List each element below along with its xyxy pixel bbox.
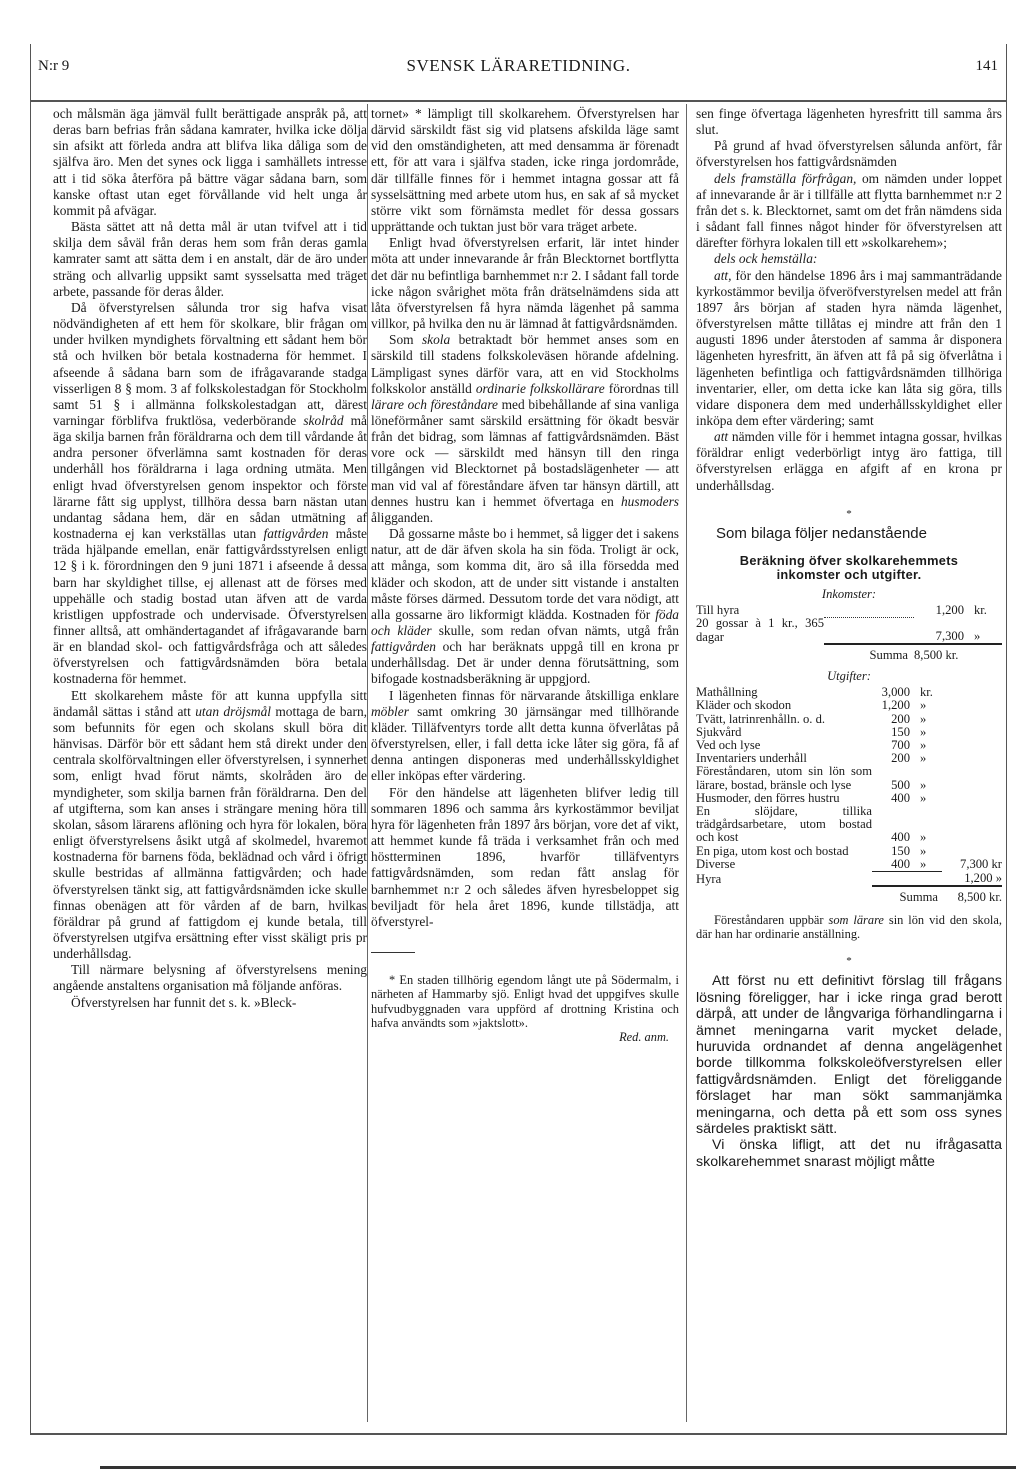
paragraph: Ett skolkarehem måste för att kunna uppfylla sitt ändamål sättas i stånd att utan dröjsmål mottaga de barn, som befunnits för egen och skolans skull böra dit hänvisas. Därför bör ett sådant hem stå direkt under den centrala skolförvaltningen eller öfverstyrelsen, i synnerhet som, enligt hvad förut nämts, skolråden äro de myndigheter, som skilja barnen från föräldrarna. Den del af utgifterna, som kan anses i strängare mening höra till skolan, såsom lärarens aflöning och hyra för lokalen, böra enligt öfverstyrelsens åsikt utgå af skolmedel, hvaremot kostnaderna för barnens föda, beklädnad och vård i öfrigt skulle bestridas af allmänna fattigvården; och hade öfverstyrelsen tänkt sig, att fattigvårdsnämden icke skulle finnas obenägen att för vården af de barn, hvilkas föräldrar på grund af fattigdom ej kunde betala, till öfverstyrelsen utgifva ersättning efter visst skäligt pris pr underhållsdag. bbox=[53, 687, 367, 962]
table-row: En slöjdare, tillika trädgårdsarbetare, utom bostad och kost 400 » bbox=[696, 804, 927, 845]
income-table bbox=[696, 604, 1002, 662]
paragraph: och målsmän äga jämväl fullt berättigade anspråk på, att deras barn befrias från sådana kamrater, hvilka icke dölja sin afsikt att förleda andra att blifva lika dåliga som de själfva äro. Men det synes ock ligga i samhällets intresse att i tid söka återföra på bättre vägar sådana barn, som kanske oftast utan eget förvållande vid helt unga år kommit på afvägar. bbox=[53, 106, 367, 218]
paragraph: dels framställa förfrågan, om nämden under loppet af innevarande år är i tillfälle att flytta barnhemmet n:r 2 från det s. k. Blecktornet, samt om det från nämdens sida i sådant fall finnes något hinder för öfverstyrelsen att därefter förhyra lokalen till ett »skolkarehem»; bbox=[696, 170, 1002, 251]
expense-heading: Utgifter: bbox=[827, 669, 871, 684]
table-row: Till hyra 1,200 kr. bbox=[696, 603, 987, 618]
column-1 bbox=[53, 106, 367, 1011]
paragraph: att nämden ville för i hemmet intagna gossar, hvilkas föräldrar enligt vederbörligt intyg äro fattiga, till öfverstyrelsen erlägga en afgift af en krona pr underhållsdag. bbox=[696, 429, 1002, 493]
paragraph: Som skola betraktadt bör hemmet anses som en särskild till stadens folkskoleväsen hörande afdelning. Lämpligast synes därför vara, att en vid Stockholms folkskolor anställd ordinarie folkskollärare förordnas till lärare och föreståndare med bibehållande af sina vanliga löneförmåner samt särskild ersättning för ökadt besvär från det bidrag, som lämnas af fattigvårdsnämden. Bäst vore ock — särskildt med hänsyn till den ringa tillgången vid Blecktornet på bostadslägenheter — att man vid val af föreståndare äfven tar hänsyn därtill, att dennes hustru kan i hemmet öfvertaga en husmoders åligganden. bbox=[371, 332, 679, 525]
paragraph: Till närmare belysning af öfverstyrelsens mening angående anstaltens organisation må följande anföras. bbox=[53, 962, 367, 994]
appendix-intro: Som bilaga följer nedanstående bbox=[716, 524, 927, 542]
paragraph: dels ock hemställa: bbox=[714, 251, 818, 267]
income-label: Till hyra bbox=[696, 603, 740, 618]
table-row: En piga, utom kost och bostad 150 » bbox=[696, 843, 927, 858]
table-row: Föreståndaren, utom sin lön som lärare, bostad, bränsle och lyse 500 » bbox=[696, 764, 927, 792]
table-row: Kläder och skodon 1,200 » bbox=[696, 698, 927, 713]
paragraph: Öfverstyrelsen har funnit det s. k. »Bleck- bbox=[71, 994, 297, 1010]
header-rule bbox=[31, 100, 1006, 102]
paragraph: Bästa sättet att nå detta mål är utan tvifvel att i tid skilja dem såväl från deras hem som från deras gamla kamrater samt att sätta dem i en anstalt, där de äro under sträng och allvarlig uppsikt samt sysselsatta med träget arbete, passande för deras ålder. bbox=[53, 219, 367, 299]
section-separator: * bbox=[846, 955, 852, 968]
expense-table bbox=[696, 686, 1002, 904]
page-edge bbox=[100, 1466, 1016, 1469]
table-row: Ved och lyse 700 » bbox=[696, 738, 927, 752]
paragraph: I lägenheten finnas för närvarande åtskilliga enklare möbler samt omkring 30 järnsängar med tillhörande kläder. Tilläfventyrs torde allt detta kunna öfverlåtas på öfverstyrelsen, eller, i fall detta icke låter sig göra, få af denna antingen disponeras med underhållsskyldighet eller inköpas efter värdering. bbox=[371, 687, 679, 784]
paragraph: sen finge öfvertaga lägenheten hyresfritt till samma års slut. bbox=[696, 106, 1002, 138]
footer-rule bbox=[31, 1433, 1006, 1435]
salary-note: Föreståndaren uppbär som lärare sin lön vid den skola, där han har ordinarie anställning. bbox=[696, 912, 1002, 941]
paragraph: att, för den händelse 1896 års i maj sammanträdande kyrkostämmor bevilja öfveröfverstyrelsen medel att från 1897 års början af staden hyra nämda lägenhet, öfverstyrelsen måtte tillåtas ej mindre att från den 1 augusti 1896 under återstoden af samma år disponera lägenheten hyresfritt, än äfven att få på sig öfverlåtna i lägenheten befintliga och fattigvårdsnämden tillhöriga inventarier, eller, om detta icke kan låta sig göra, tills vidare disponera dem med underhållsskyldighet eller inköpa dem efter värdering; samt bbox=[696, 267, 1002, 428]
column-2 bbox=[371, 106, 679, 1044]
footnote-signature: Red. anm. bbox=[619, 1030, 669, 1045]
column-divider-1 bbox=[367, 104, 368, 1422]
closing-remarks bbox=[696, 973, 1002, 1170]
footnote-rule bbox=[371, 952, 415, 953]
table-row: 20 gossar à 1 kr., 365 dagar 7,300 » bbox=[696, 616, 981, 644]
page-header bbox=[31, 44, 1006, 100]
footnote-text: * En staden tillhörig egendom långt ute på Södermalm, i närheten af Hammarby sjö. Enligt hvad det uppgifves skulle hufvudbyggnaden vara uppförd af drottning Kristina och hafva användts som »jaktslott». bbox=[371, 972, 679, 1030]
table-row: Husmoder, den förres hustru 400 » bbox=[696, 790, 927, 805]
calculation-title: Beräkning öfver skolkarehemmets inkomster och utgifter. bbox=[739, 553, 959, 583]
table-row: Mathållning 3,000 kr. bbox=[696, 685, 933, 700]
income-heading: Inkomster: bbox=[821, 587, 877, 602]
column-3 bbox=[696, 106, 1002, 1170]
paragraph: På grund af hvad öfverstyrelsen sålunda anfört, får öfverstyrelsen hos fattigvårdsnämden bbox=[696, 138, 1002, 170]
table-row: Sjukvård 150 » bbox=[696, 724, 927, 739]
table-row: Diverse 400 » 7,300 kr bbox=[696, 856, 1002, 872]
table-row: Tvätt, latrinrenhålln. o. d. 200 » bbox=[696, 711, 927, 726]
table-row: Inventariers underhåll 200 » bbox=[696, 751, 927, 766]
publication-title: SVENSK LÄRARETIDNING. bbox=[406, 56, 631, 75]
newspaper-page bbox=[30, 44, 1007, 1435]
paragraph: Då öfverstyrelsen sålunda tror sig hafva visat nödvändigheten af ett hem för skolkare, blir frågan om under hvilken myndighets förvaltning ett sådant hem bör stå och hvilken bör betala kostnaderna för hemmet. I afseende å sådana barn som de ifrågavarande stadga visserligen 8 § mom. 3 af folkskolestadgan för Stockholm samt 51 § i allmänna folkskolestadgan att, därest varningar förblifva fruktlösa, vederbörande skolråd må äga skilja barnen från föräldrarna och dem till vårdande åt andra personer öfverlämna samt kostnaden för deras underhåll hos föräldrarna i laga ordning utmäta. Men enligt hvad öfverstyrelsen genom inspektor och förste lärarne fått sig upplyst, tillhöra dessa barn nästan utan undantag sådana hem, där en sådan utmätning af kostnaderna ej kan verkställas utan fattigvården måste träda hjälpande emellan, enär fattigvårdsstyrelsen enligt 12 § i k. förordningen den 9 juni 1871 i afseende å dessa barn har skyldighet tillse, ej allenast att de förses med uppehälle och stadig bostad utan äfven att de varda kristligen uppfostrade och undervisade. Öfverstyrelsen finner alltså, att omhändertagandet af ifrågavarande barn är en blandad skol- och fattigvårdsfråga och att således öfverstyrelsen och fattigvårdsnämden böra betala kostnaderna för hemmet. bbox=[53, 299, 367, 687]
paragraph: Vi önska lifligt, att det nu ifrågasatta skolkarehemmet snarast möjligt måtte bbox=[696, 1137, 1002, 1170]
paragraph: Att först nu ett definitivt förslag till frågans lösning föreligger, har i icke ringa grad berott därpå, att under de långvariga förhandlingarna i ämnet meningarna varit mycket delade, huruvida ordnandet af denna angelägenhet borde tillkomma folkskoleöfverstyrelsen eller fattigvårdsnämden. Enligt det föreliggande förslaget har man sökt sammanjämka meningarna, och detta på ett som oss synes särdeles praktiskt sätt. bbox=[696, 973, 1002, 1137]
section-separator: * bbox=[846, 507, 852, 520]
income-sum-row: Summa 8,500 kr. bbox=[696, 644, 1002, 662]
expense-sum-row: Summa 8,500 kr. bbox=[696, 886, 1002, 904]
paragraph: Enligt hvad öfverstyrelsen erfarit, lär intet hinder möta att under innevarande år från Blecktornet bortflytta det där nu befintliga barnhemmet n:r 2. I sådant fall torde icke någon svårighet möta från drätselnämdens sida att låta öfverstyrelsen få hyra nämda lägenhet på samma villkor, på hvilka den nu är lämnad åt fattigvårdsnämden. bbox=[371, 235, 679, 332]
income-label: 20 gossar à 1 kr., 365 dagar bbox=[696, 616, 824, 644]
issue-number: N:r 9 bbox=[38, 58, 70, 74]
footnote bbox=[371, 973, 679, 1044]
column-divider-2 bbox=[686, 104, 687, 1422]
paragraph: För den händelse att lägenheten blifver ledig till sommaren 1896 och samma års kyrkostämmor beviljat hyra för lägenheten från 1897 års början, vore det af vikt, att hemmet kunde få träda i verksamhet från och med höstterminen 1896, hvarför tilläfventyrs fattigvårdsnämden, som redan fått anslag för barnhemmet n:r 2 och således äfven hyresbeloppet sig beviljadt för hela året 1896, kunde tillstädja, att öfverstyrel- bbox=[371, 784, 679, 929]
paragraph: Då gossarne måste bo i hemmet, så ligger det i sakens natur, att de där äfven skola ha sin föda. Troligt är ock, att många, som komma dit, äro så illa försedda med kläder och skodon, att de under sitt vistande i anstalten måste förses därmed. Dessutom torde det vara nödigt, att alla gossarne äro likformigt klädda. Kostnaden för föda och kläder skulle, som redan ofvan nämts, utgå från fattigvården och har beräknats uppgå till en krona pr underhållsdag. Det är under denna förutsättning, som bifogade kostnadsberäkning är uppgjord. bbox=[371, 526, 679, 687]
page-number: 141 bbox=[975, 58, 998, 74]
rent-row: Hyra 1,200 » bbox=[696, 870, 1002, 886]
paragraph: tornet» * lämpligt till skolkarehem. Öfverstyrelsen har därvid särskildt fäst sig vid platsens afskilda läge samt vid den omständigheten, att med densamma är förenadt ett, för att vara i själfva staden, icke ringa jordområde, där tillfälle finnes för i hemmet intagna gossar att få sysselsättning med arbete utom hus, en sak af så mycket större vikt som förnämsta medlet för dessa gossars upprättande och tuktan just bör vara träget arbete. bbox=[371, 106, 679, 235]
expense-subtotal: 7,300 kr bbox=[960, 857, 1002, 872]
